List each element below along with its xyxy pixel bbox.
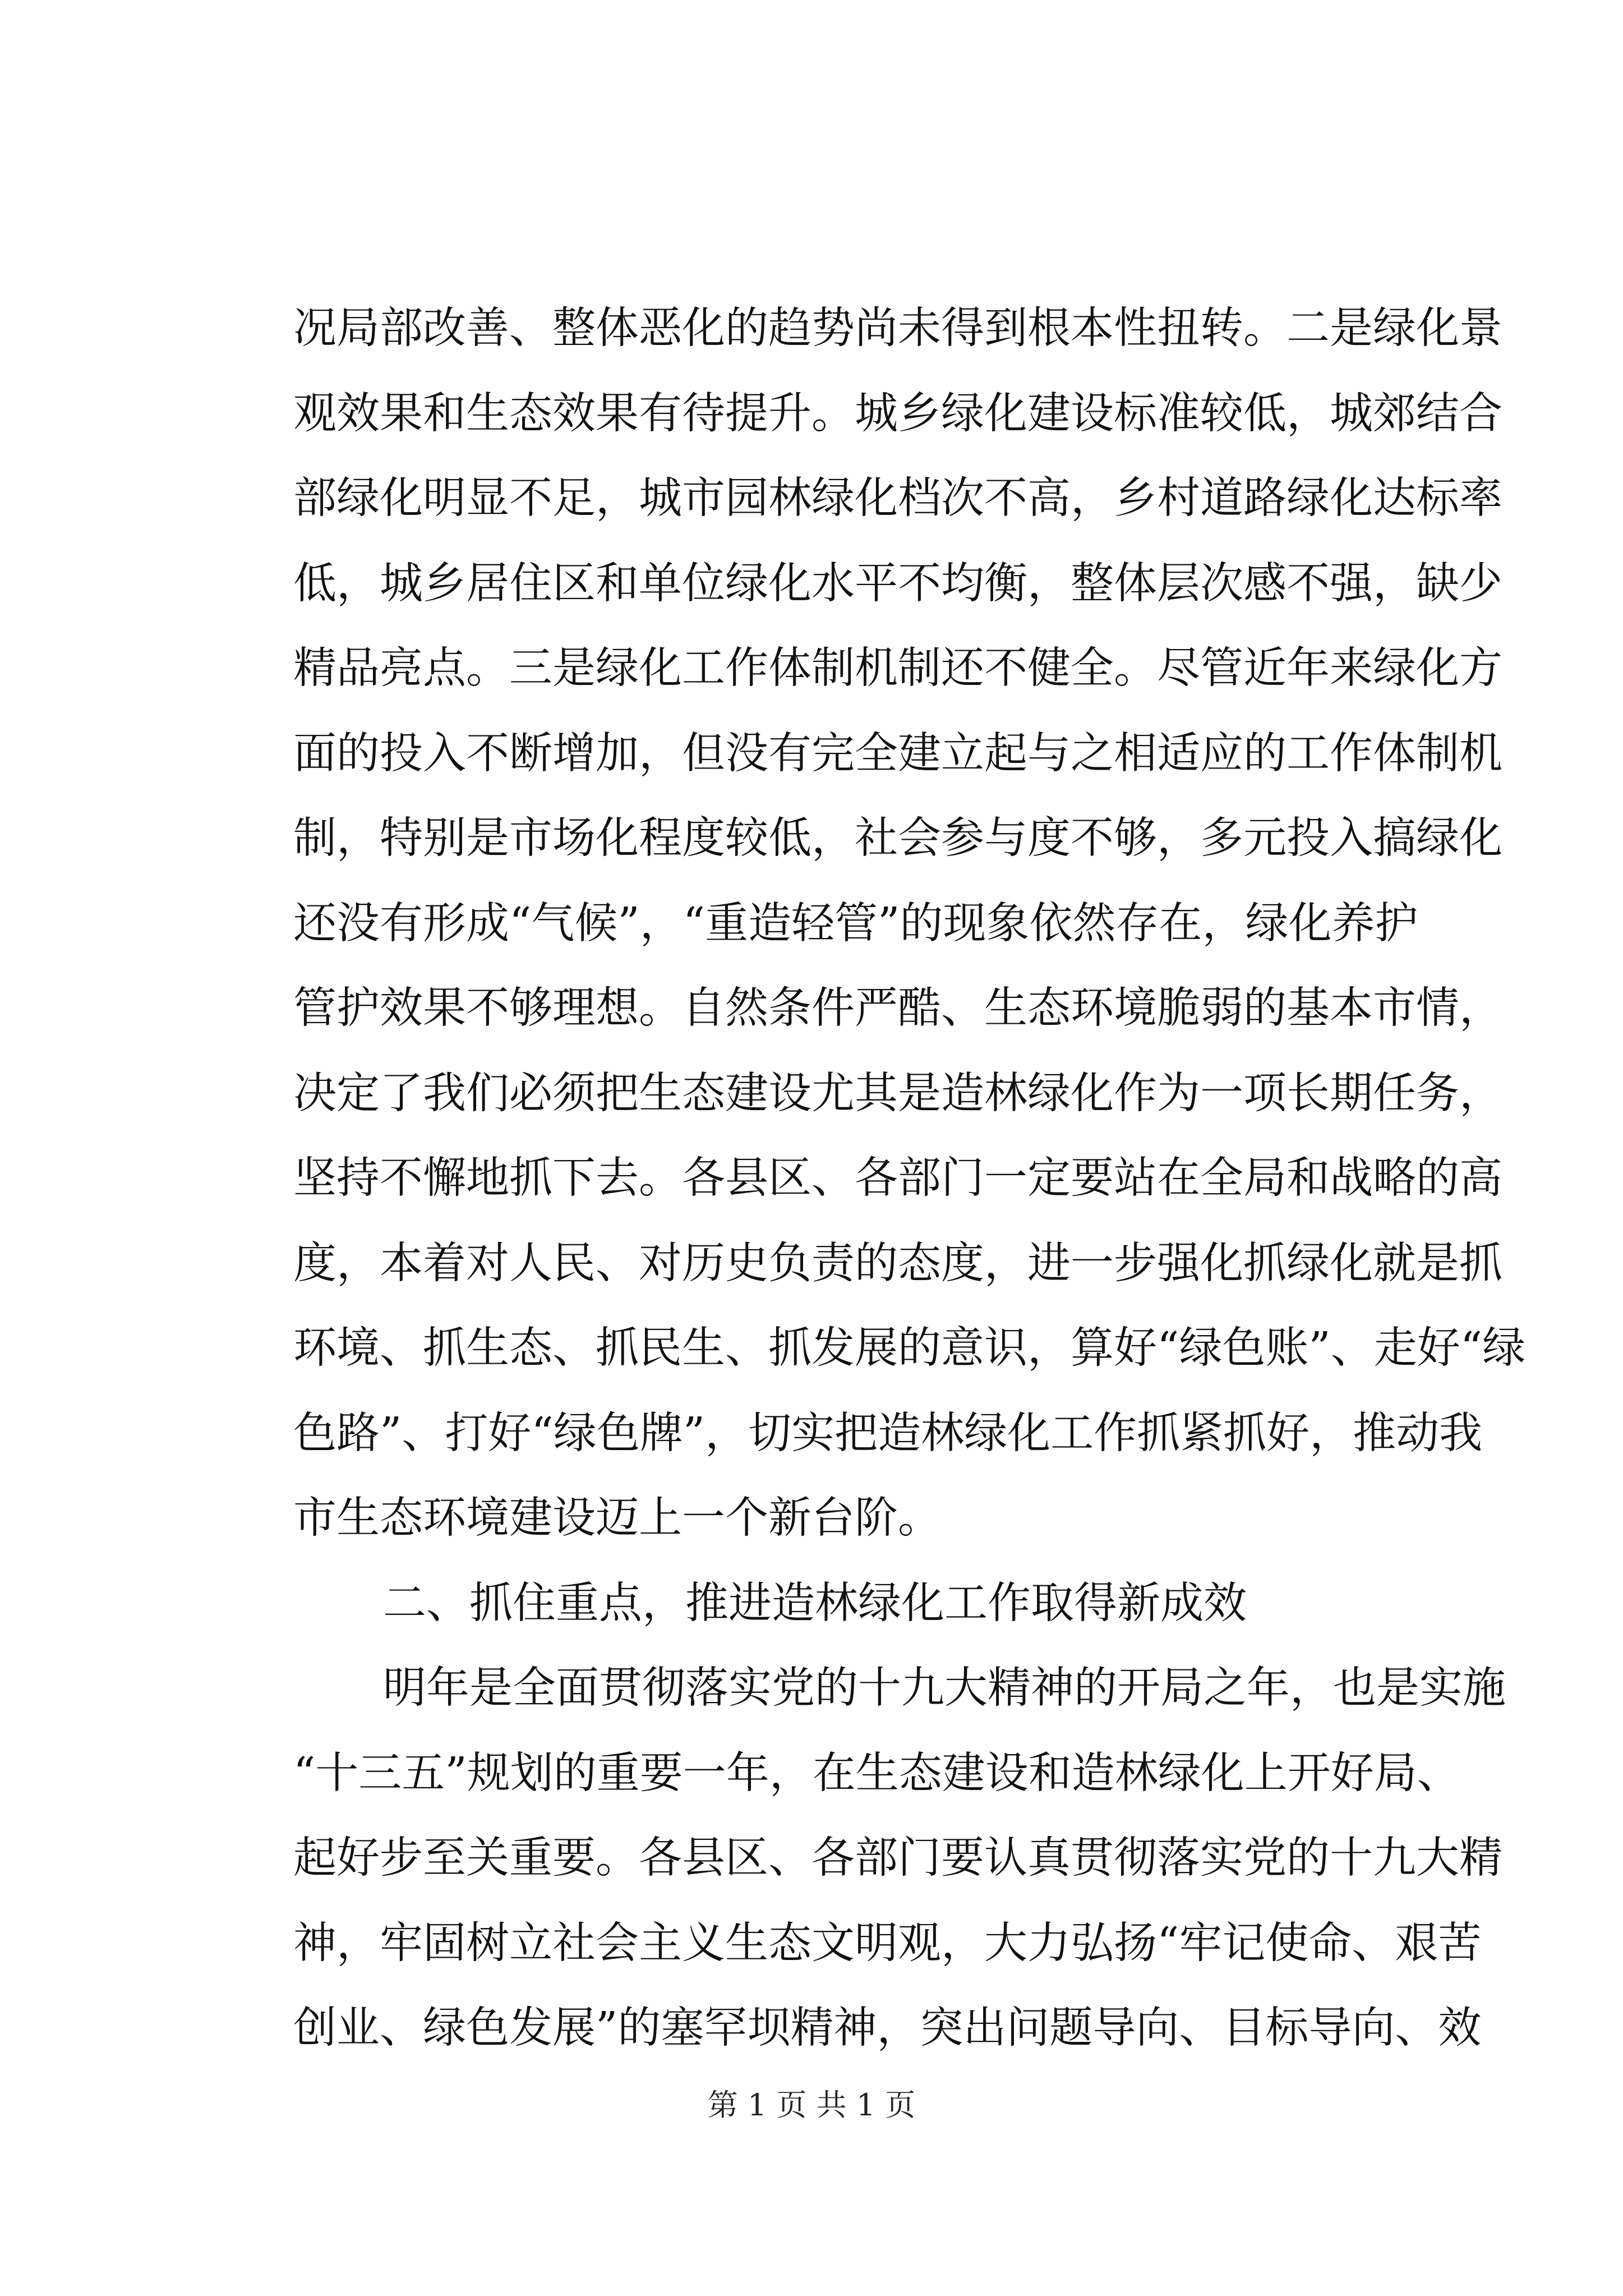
text-line: 度，本着对人民、对历史负责的态度，进一步强化抓绿化就是抓 (293, 1238, 1502, 1289)
text-line: 神，牢固树立社会主义生态文明观，大力弘扬“牢记使命、艰苦 (293, 1918, 1482, 1968)
text-line: 面的投入不断增加，但没有完全建立起与之相适应的工作体制机 (293, 728, 1502, 779)
text-line: “十三五”规划的重要一年，在生态建设和造林绿化上开好局、 (293, 1748, 1460, 1798)
text-line: 色路”、打好“绿色牌”，切实把造林绿化工作抓紧抓好，推动我 (293, 1408, 1483, 1458)
text-line: 决定了我们必须把生态建设尤其是造林绿化作为一项长期任务， (293, 1068, 1502, 1119)
text-line: 还没有形成“气候”，“重造轻管”的现象依然存在，绿化养护 (293, 898, 1418, 949)
text-line: 况局部改善、整体恶化的趋势尚未得到根本性扭转。二是绿化景 (293, 303, 1502, 353)
text-line: 起好步至关重要。各县区、各部门要认真贯彻落实党的十九大精 (293, 1833, 1502, 1883)
text-line: 观效果和生态效果有待提升。城乡绿化建设标准较低，城郊结合 (293, 388, 1502, 439)
text-line: 环境、抓生态、抓民生、抓发展的意识，算好“绿色账”、走好“绿 (293, 1323, 1526, 1373)
text-line: 精品亮点。三是绿化工作体制机制还不健全。尽管近年来绿化方 (293, 643, 1502, 693)
page-footer (0, 2086, 1623, 2125)
text-line: 低，城乡居住区和单位绿化水平不均衡，整体层次感不强，缺少 (293, 558, 1502, 609)
text-line: 制，特别是市场化程度较低，社会参与度不够，多元投入搞绿化 (293, 813, 1502, 863)
text-line: 创业、绿色发展”的塞罕坝精神，突出问题导向、目标导向、效 (293, 2003, 1482, 2053)
text-line: 管护效果不够理想。自然条件严酷、生态环境脆弱的基本市情， (293, 983, 1502, 1033)
section-heading: 二、抓住重点，推进造林绿化工作取得新成效 (383, 1578, 1247, 1628)
text-line: 坚持不懈地抓下去。各县区、各部门一定要站在全局和战略的高 (293, 1153, 1502, 1203)
body-text (293, 286, 1526, 2071)
page-number: 第 1 页 共 1 页 (707, 2087, 916, 2123)
text-line: 明年是全面贯彻落实党的十九大精神的开局之年，也是实施 (383, 1663, 1506, 1713)
text-line: 市生态环境建设迈上一个新台阶。 (293, 1493, 941, 1543)
text-line: 部绿化明显不足，城市园林绿化档次不高，乡村道路绿化达标率 (293, 473, 1502, 523)
